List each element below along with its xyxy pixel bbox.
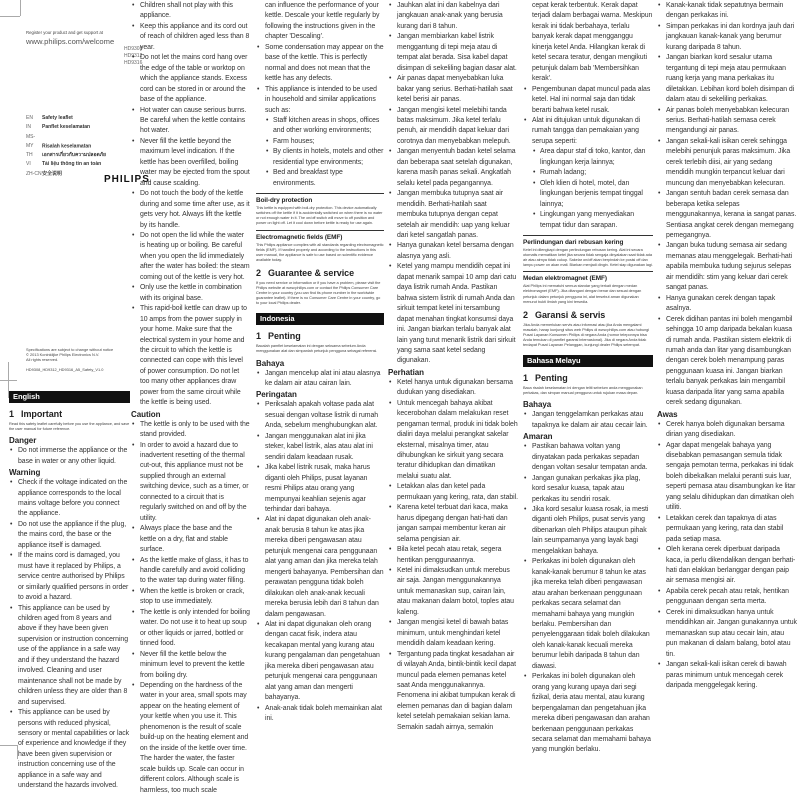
- model-number: HD9308: [124, 46, 143, 52]
- sub-bullet-item: • Lingkungan yang menyediakan tempat tidur dan sarapan.: [523, 210, 653, 231]
- register-text: Register your product and get support at: [26, 30, 103, 35]
- topic-heading: Perlindungan dari rebusan kering: [523, 235, 653, 247]
- sub-bullet-item: • Bed and breakfast type environments.: [256, 168, 384, 189]
- language-item: [26, 160, 106, 169]
- section-heading: [256, 268, 384, 279]
- bullet-item: • Air panas boleh menyebabkan kelecuran serius. Berhati-hatilah semasa cerek mengandungi air panas.: [657, 106, 797, 137]
- language-code: ZH-CN: [26, 170, 42, 177]
- bullet-item: • Perkakas ini boleh digunakan oleh kanak-kanak berumur 8 tahun ke atas jika mereka telah diberi pengawasan atau arahan berkenaan penggunaan perkakas secara selamat dan memahami bahaya yang mungkin berlaku. Pembersihan dan penyelenggaraan tidak boleh dilakukan oleh kanak-kanak kecuali mereka berumur lebih daripada 8 tahun dan diawasi.: [523, 557, 653, 672]
- bullet-item: • Cerek ini dimaksudkan hanya untuk mendidihkan air. Jangan gunakannya untuk memanaskan sup atau cecair lain, atau pun makanan di dalam balang, botol atau tin.: [657, 608, 797, 660]
- language-list: [26, 114, 106, 179]
- bullet-item: • Ketel hanya untuk digunakan bersama dudukan yang disediakan.: [388, 378, 518, 399]
- language-item: [26, 151, 106, 160]
- sub-bullet-item: • Farm houses;: [256, 137, 384, 147]
- website-link[interactable]: www.philips.com/welcome: [26, 37, 115, 46]
- bullet-item: • This appliance is intended to be used in household and similar applications such as:: [256, 85, 384, 116]
- bullet-item: • Cerek hanya boleh digunakan bersama dirian yang disediakan.: [657, 420, 797, 441]
- section-heading: [256, 331, 384, 342]
- language-code: IN: [26, 124, 31, 131]
- bullet-item: • Jangan tenggelamkan perkakas atau tapaknya ke dalam air atau cecair lain.: [523, 410, 653, 431]
- bullet-item: • Pengembunan dapat muncul pada alas ketel. Hal ini normal saja dan tidak berarti bahwa ketel rusak.: [523, 85, 653, 116]
- bullet-item: • Alat ini ditujukan untuk digunakan di rumah tangga dan pemakaian yang serupa seperti:: [523, 116, 653, 147]
- bullet-item: • Periksalah apakah voltase pada alat sesuai dengan voltase listrik di rumah Anda, sebelum menghubungkan alat.: [256, 400, 384, 431]
- bullet-item: • Only use the kettle in combination with its original base.: [131, 283, 250, 304]
- bullet-item: • Jangan sekali-kali isikan cerek sehingga melebihi penunjuk paras maksimum. Jika cerek terlebih diisi, air yang sedang mendidih mungkin terpancut keluar dari muncung dan menyebabkan kelecuran.: [657, 137, 797, 189]
- section-number: 2: [523, 309, 528, 320]
- bullet-item: • Karena ketel terbuat dari kaca, maka harus dipegang dengan hati-hati dan jangan sampai membentur keran air selama pengisian air.: [388, 503, 518, 545]
- subsection-heading: Bahaya: [523, 400, 552, 410]
- bullet-item: • Keep this appliance and its cord out of reach of children aged less than 8 year.: [131, 22, 250, 53]
- sub-bullet-item: • Oleh klien di hotel, motel, dan lingkungan berjenis tempat tinggal lainnya;: [523, 179, 653, 210]
- bullet-item: • Do not let the mains cord hang over the edge of the table or worktop on which the appliance stands. Excess cord can be stored in or around the base of the appliance.: [131, 53, 250, 105]
- language-item: [26, 114, 106, 123]
- fine-print: Alat Philips ini mematuhi semua standar yang terkait dengan medan elektromagnet (EMF). Jika ditangani dengan benar dan sesuai dengan petunjuk dalam petunjuk pengguna ini, alat tersebut aman digunakan menurut bukti ilmiah yang kini tersedia.: [523, 283, 642, 304]
- section-heading: [523, 373, 653, 384]
- language-item: [26, 123, 106, 132]
- subsection-heading: Danger: [9, 436, 37, 446]
- fine-print: Baca risalah keselamatan ini dengan teliti sebelum anda menggunakan perkakas, dan simpan manual pengguna untuk rujukan masa depan.: [523, 385, 643, 396]
- bullet-item: • When the kettle is broken or crack, stop to use immediately.: [131, 587, 250, 608]
- topic-heading: Electromagnetic fields (EMF): [256, 230, 384, 242]
- column-4: [388, 1, 518, 733]
- fine-print: Ketel ini dilengkapi dengan perlindungan rebusan kering. Alat ini secara otomatis mematikan ketel jika secara tidak sengaja dinyalakan saat tidak ada air atau airnya tidak cukup. Sakelar on/off akan berpindah ke posisi off dan lampu power on akan mati. Biarkan menjadi dingin. Ketel siap digunakan lagi.: [523, 246, 653, 268]
- sub-bullet-item: • Staff kitchen areas in shops, offices and other working environments;: [256, 116, 384, 137]
- column-6: [657, 1, 797, 691]
- spec-line: © 2013 Koninklijke Philips Electronics N.V.: [26, 352, 100, 357]
- bullet-item: • Jangan menyentuh badan ketel selama dan beberapa saat setelah digunakan, karena masih panas sekali. Angkatlah selalu ketel pada pegangannya.: [388, 147, 518, 189]
- language-code: EN: [26, 115, 33, 121]
- bullet-item: • Do not immerse the appliance or the base in water or any other liquid.: [9, 446, 130, 467]
- bullet-item: • Jangan mencelup alat ini atau alasnya ke dalam air atau cairan lain.: [256, 369, 384, 390]
- sub-bullet-item: • Area dapur staf di toko, kantor, dan lingkungan kerja lainnya;: [523, 147, 653, 168]
- section-title: Penting: [535, 373, 568, 384]
- bullet-item: • Ketel ini dimaksudkan untuk merebus air saja. Jangan menggunakannya untuk memanaskan sup, cairan lain, atau makanan dalam botol, toples atau kaleng.: [388, 566, 518, 618]
- model-number: HD9312: [124, 53, 143, 59]
- bullet-item: • Hanya gunakan ketel bersama dengan alasnya yang asli.: [388, 241, 518, 262]
- language-code: VI: [26, 161, 31, 168]
- bullet-item: • Jangan sekali-kali isikan cerek di bawah paras minimum untuk mencegah cerek daripada menggelegak kering.: [657, 660, 797, 691]
- language-title: Panflet keselamatan: [42, 124, 91, 131]
- subsection-heading: Caution: [131, 409, 161, 419]
- fine-print: If you need service or information or if you have a problem, please visit the Philips website at www.philips.com or contact the Philips Consumer Care Centre in your country (you can find its phone number in the worldwide guarantee leaflet). If there is no Consumer Care Centre in your country, go to your local Philips dealer.: [256, 279, 381, 306]
- bullet-item: • Depending on the hardness of the water in your area, small spots may appear on the heating element of your kettle when you use it. This phenomenon is the result of scale build-up on the heating element and on the inside of the kettle over time. The harder the water, the faster scale builds up. Scale can occur in different colors. Although scale is harmless, too much scale: [131, 681, 250, 796]
- bullet-item: • As the kettle make of glass, it has to handle carefully and avoid colliding to the water tap during water filling.: [131, 556, 250, 587]
- sub-bullet-item: • By clients in hotels, motels and other residential type environments;: [256, 147, 384, 168]
- bullet-item: • Jika kord sesalur kuasa rosak, ia mesti diganti oleh Philips, pusat servis yang dibenarkan oleh Philips ataupun pihak lain seumpamanya yang layak bagi mengelakkan bahaya.: [523, 505, 653, 557]
- language-title: Tài liệu thông tin an toàn: [42, 161, 102, 168]
- model-number: HD9316: [124, 60, 143, 66]
- fine-print: This kettle is equipped with boil-dry protection. This device automatically switches off the kettle if it is accidentally switched on when there is no water or not enough water in it. The on/off switch will move to off position and power on light off. Let it cool down before kettle is ready for use again.: [256, 205, 383, 226]
- bullet-item: • Agar dapat mengelak bahaya yang disebabkan pemasangan semula tidak sengaja pemotan terma, perkakas ini tidak boleh dibekalkan melalui peranti suis luar, seperti pemasa atau disambungkan ke litar yang selalu dihidupkan dan dimatikan oleh utiliti.: [657, 441, 797, 514]
- section-title: Garansi & servis: [535, 309, 606, 320]
- subsection-heading: Perhatian: [388, 367, 425, 377]
- crop-mark: [0, 16, 20, 17]
- section-title: Guarantee & service: [268, 267, 355, 278]
- column-5: [523, 1, 653, 756]
- bullet-item: • Perkakas ini boleh digunakan oleh orang yang kurang upaya dari segi fizikal, deria atau mental, atau kurang berpengalaman dan pengetahuan jika mereka diberi pengawasan dan arahan berkenaan penggunaan perkakas secara selamat dan memahami bahaya yang mungkin berlaku.: [523, 672, 653, 756]
- section-number: 1: [523, 373, 528, 384]
- language-section-bar: English: [9, 391, 130, 403]
- bullet-item: • This appliance can be used by children aged from 8 years and above if they have been given supervision or instruction concerning use of the appliance in a safe way and if they understand the hazard involved. Cleaning and user maintenance shall not be made by children unless they are older than 8 and supervised.: [9, 604, 130, 709]
- language-section-bar: Bahasa Melayu: [523, 355, 653, 367]
- language-section-bar: Indonesia: [256, 313, 384, 325]
- bullet-item: • This rapid-boil kettle can draw up to 10 amps from the power supply in your home. Make sure that the electrical system in your home and the circuit to which the kettle is connected can cope with this level of power consumption. Do not let too many other appliances draw power from the same circuit while the kettle is being used.: [131, 304, 250, 409]
- subsection-heading: Awas: [657, 409, 678, 419]
- continued-text: can influence the performance of your kettle. Descale your kettle regularly by following the instructions given in the chapter 'Descaling'.: [265, 2, 380, 41]
- bullet-item: • Jangan mengisi ketel di bawah batas minimum, untuk menghindari ketel mendidih dalam keadaan kering.: [388, 618, 518, 649]
- continued-text: cepat kerak terbentuk. Kerak dapat terjadi dalam berbagai warna. Meskipun kerak ini tidak berbahaya, terlalu banyak kerak dapat mengganggu kinerja ketel Anda. Hilangkan kerak di ketel secara teratur, dengan mengikuti petunjuk dalam bab 'Membersihkan kerak'.: [532, 2, 653, 83]
- section-number: 2: [256, 267, 261, 278]
- bullet-item: • Jauhkan alat ini dan kabelnya dari jangkauan anak-anak yang berusia kurang dari 8 tahun.: [388, 1, 518, 32]
- bullet-item: • Untuk mencegah bahaya akibat kecerobohan dalam melakukan reset pengaman termal, produk ini tidak boleh dialiri daya melalui perangkat sakelar eksternal, misalnya timer, atau dihubungkan ke sirkuit yang secara teratur dihidupkan dan dimatikan melalui suatu alat.: [388, 399, 518, 483]
- language-title: 安全说明: [42, 170, 63, 177]
- language-item: [26, 133, 106, 152]
- bullet-item: • Jangan gunakan perkakas jika plag, kord sesalur kuasa, tapak atau perkakas itu sendiri rosak.: [523, 474, 653, 505]
- subsection-heading: Peringatan: [256, 390, 297, 400]
- fine-print: Read this safety leaflet carefully before you use the appliance, and save the user manual for future reference.: [9, 421, 130, 432]
- bullet-item: • Simpan perkakas ini dan kordnya jauh dari jangkauan kanak-kanak yang berumur kurang daripada 8 tahun.: [657, 22, 797, 53]
- bullet-item: • The kettle is only intended for boiling water. Do not use it to heat up soup or other liquids or jarred, bottled or tinned food.: [131, 608, 250, 650]
- bullet-item: • Children shall not play with this appliance.: [131, 1, 250, 22]
- section-number: 1: [256, 331, 261, 342]
- bullet-item: • Cerek didihan pantas ini boleh mengambil sehingga 10 amp daripada bekalan kuasa di rumah anda. Pastikan sistem elektrik di rumah anda dan litar yang disambungkan dengan cerek boleh menampung paras penggunaan kuasa ini. Jangan biarkan terlalu banyak perkakas lain mengambil kuasa daripada litar yang sama apabila cerek sedang digunakan.: [657, 315, 797, 409]
- language-code: MS-MY: [26, 133, 36, 149]
- bullet-item: • Oleh kerana cerek diperbuat daripada kaca, ia perlu dikendalikan dengan berhati-hati dan elakkan berlanggar dengan paip air semasa mengisi air.: [657, 545, 797, 587]
- section-title: Penting: [268, 331, 301, 342]
- specifications-notice: [26, 347, 113, 372]
- bullet-item: • Anak-anak tidak boleh memainkan alat ini.: [256, 704, 384, 725]
- bullet-item: • Apabila cerek pecah atau retak, hentikan penggunaan dengan serta merta.: [657, 587, 797, 608]
- fine-print: Bacalah pamflet keselamatan ini dengan seksama sebelum Anda menggunakan alat dan simpanlah petunjuk pengguna sebagai referensi.: [256, 343, 378, 354]
- column-3: [256, 1, 384, 725]
- bullet-item: • Never fill the kettle beyond the maximum level indication. If the kettle has been overfilled, boiling water may be ejected from the spout and cause scalding.: [131, 137, 250, 189]
- column-1: [9, 383, 130, 792]
- topic-heading: Boil-dry protection: [256, 193, 384, 205]
- language-title: เอกสารเกี่ยวกับความปลอดภัย: [42, 152, 106, 159]
- bullet-item: • Letakkan cerek dan tapaknya di atas permukaan yang kering, rata dan stabil pada setiap masa.: [657, 514, 797, 545]
- bullet-item: • Do not use the appliance if the plug, the mains cord, the base or the appliance itself is damaged.: [9, 520, 130, 551]
- fine-print: Jika Anda memerlukan servis atau informasi atau jika Anda mengalami masalah, harap kunjungi situs web Philips di www.philips.com atau hubungi Pusat Layanan Konsumen Philips di negara Anda (nomor teleponnya bisa Anda temukan di pamflet garansi internasional). Jika di negara Anda tidak terdapat Pusat Layanan Pelanggan, kunjungi dealer Philips setempat.: [523, 321, 650, 348]
- bullet-item: • Jangan biarkan kord sesalur utama tergantung di tepi meja atau permukaan ruang kerja yang mana perkakas itu diletakkan. Lebihan kord boleh disimpan di dalam atau di sekeliling perkakas.: [657, 53, 797, 105]
- language-item: [26, 170, 106, 179]
- bullet-item: • Pastikan bahawa voltan yang dinyatakan pada perkakas sepadan dengan voltan sesalur tempatan anda.: [523, 442, 653, 473]
- bullet-item: • Kanak-kanak tidak sepatutnya bermain dengan perkakas ini.: [657, 1, 797, 22]
- bullet-item: • Jangan buka tudung semasa air sedang memanas atau menggelegak. Berhati-hati apabila membuka tudung sejurus selepas air mendidih: stim yang keluar dari cerek sangat panas.: [657, 241, 797, 293]
- bullet-item: • Jangan membiarkan kabel listrik menggantung di tepi meja atau di tempat alat berada. Sisa kabel dapat disimpan di sekeliling bagian dasar alat.: [388, 32, 518, 74]
- bullet-item: • Hanya gunakan cerek dengan tapak asalnya.: [657, 294, 797, 315]
- language-code: TH: [26, 152, 33, 159]
- bullet-item: • If the mains cord is damaged, you must have it replaced by Philips, a service centre authorised by Philips or similarly qualified persons in order to avoid a hazard.: [9, 551, 130, 603]
- bullet-item: • Alat ini dapat digunakan oleh anak-anak berusia 8 tahun ke atas jika mereka diberi pengawasan atau petunjuk mengenai cara penggunaan alat yang aman dan jika mereka telah mengerti bahayanya. Pembersihan dan perawatan pengguna tidak boleh dilakukan oleh anak-anak kecuali mereka berusia lebih dari 8 tahun dan dalam pengawasan.: [256, 515, 384, 620]
- crop-mark: [0, 380, 17, 381]
- section-title: Important: [21, 409, 63, 419]
- section-heading: [9, 409, 130, 420]
- bullet-item: • Always place the base and the kettle on a dry, flat and stable surface.: [131, 524, 250, 555]
- bullet-item: • This appliance can be used by persons with reduced physical, sensory or mental capabilities or lack of experience and knowledge if they have been given supervision or instruction concerning use of the appliance in a safe way and understand the hazards involved.: [9, 708, 130, 792]
- bullet-item: • Ketel yang mampu mendidih cepat ini dapat menarik sampai 10 amp dari catu daya listrik rumah Anda. Pastikan bahwa sistem listrik di rumah Anda dan sirkuit tempat ketel ini tersambung dapat menahan tingkat konsumsi daya ini. Jangan biarkan terlalu banyak alat lain yang turut menarik listrik dari sirkuit yang sama saat ketel sedang digunakan.: [388, 262, 518, 367]
- language-title: Safety leaflet: [42, 115, 73, 121]
- crop-mark: [20, 0, 21, 16]
- bullet-item: • Never fill the kettle below the minimum level to prevent the kettle from boiling dry.: [131, 650, 250, 681]
- bullet-item: • Letakkan alas dan ketel pada permukaan yang kering, rata, dan stabil.: [388, 482, 518, 503]
- bullet-item: • Some condensation may appear on the base of the kettle. This is perfectly normal and does not mean that the kettle has any defects.: [256, 43, 384, 85]
- bullet-item: • The kettle is only to be used with the stand provided.: [131, 420, 250, 441]
- bullet-item: • Check if the voltage indicated on the appliance corresponds to the local mains voltage before you connect the appliance.: [9, 478, 130, 520]
- fine-print: This Philips appliance complies with all standards regarding electromagnetic fields (EMF). If handled properly and according to the instructions in this user manual, the appliance is safe to use based on scientific evidence available today.: [256, 241, 384, 262]
- spec-line: All rights reserved.: [26, 357, 59, 362]
- bullet-item: • Do not open the lid while the water is heating up or boiling. Be careful when you open the lid immediately after the water has boiled: the steam coming out of the kettle is very hot.: [131, 231, 250, 283]
- subsection-heading: Bahaya: [256, 358, 285, 368]
- bullet-item: • Jangan mengisi ketel melebihi tanda batas maksimum. Jika ketel terlalu penuh, air mendidih dapat keluar dari corotnya dan menyebabkan melepuh.: [388, 106, 518, 148]
- bullet-item: • Jangan sentuh badan cerek semasa dan beberapa ketika selepas menggunakannya, kerana ia sangat panas. Sentiasa angkat cerek dengan memegang pemegangnya.: [657, 189, 797, 241]
- sub-bullet-item: • Rumah ladang;: [523, 168, 653, 178]
- bullet-item: • Air panas dapat menyebabkan luka bakar yang serius. Berhati-hatilah saat ketel berisi air panas.: [388, 74, 518, 105]
- language-title: Risalah keselamatan: [42, 142, 92, 149]
- bullet-item: • Jika kabel listrik rusak, maka harus diganti oleh Philips, pusat layanan resmi Philips atau orang yang mempunyai keahlian sejenis agar terhindar dari bahaya.: [256, 463, 384, 515]
- subsection-heading: Warning: [9, 468, 41, 478]
- subsection-heading: Amaran: [523, 432, 553, 442]
- philips-logo: PHILIPS: [104, 174, 150, 185]
- section-heading: [523, 310, 653, 321]
- section-number: 1: [9, 409, 14, 419]
- spec-line: Specifications are subject to change without notice: [26, 347, 114, 352]
- bullet-item: • Do not touch the body of the kettle during and some time after use, as it gets very hot. Always lift the kettle by its handle.: [131, 189, 250, 231]
- bullet-item: • Alat ini dapat digunakan oleh orang dengan cacat fisik, indera atau kecakapan mental yang kurang atau kurang pengalaman dan pengetahuan jika mereka diberi pengawasan atau petunjuk mengenai cara penggunaan alat yang aman dan mengerti bahayanya.: [256, 620, 384, 704]
- bullet-item: • In order to avoid a hazard due to inadvertent resetting of the thermal cut-out, this appliance must not be supplied through an external switching device, such as a timer, or connected to a circuit that is regularly switched on and off by the utility.: [131, 441, 250, 525]
- bullet-item: • Hot water can cause serious burns. Be careful when the kettle contains hot water.: [131, 106, 250, 137]
- bullet-item: • Jangan menggunakan alat ini jika steker, kabel listrik, alas atau alat ini sendiri dalam keadaan rusak.: [256, 432, 384, 463]
- bullet-item: • Tergantung pada tingkat kesadahan air di wilayah Anda, bintik-bintik kecil dapat muncul pada elemen pemanas ketel saat Anda menggunakannya. Fenomena ini akibat tumpukan kerak di elemen pemanas dan di bagian dalam ketel setelah pemakaian sekian lama. Semakin sadah airnya, semakin: [388, 650, 518, 734]
- bullet-item: • Bila ketel pecah atau retak, segera hentikan penggunaannya.: [388, 545, 518, 566]
- topic-heading: Medan elektromagnet (EMF): [523, 271, 653, 283]
- column-2: [131, 1, 250, 796]
- bullet-item: • Jangan membuka tutupnya saat air mendidih. Berhati-hatilah saat membuka tutupnya dengan cepat setelah air mendidih: uap yang keluar dari ketel sangatlah panas.: [388, 189, 518, 241]
- document-code: HD9308_HD9312_HD9316_A5_Safety_V1.0: [26, 367, 104, 372]
